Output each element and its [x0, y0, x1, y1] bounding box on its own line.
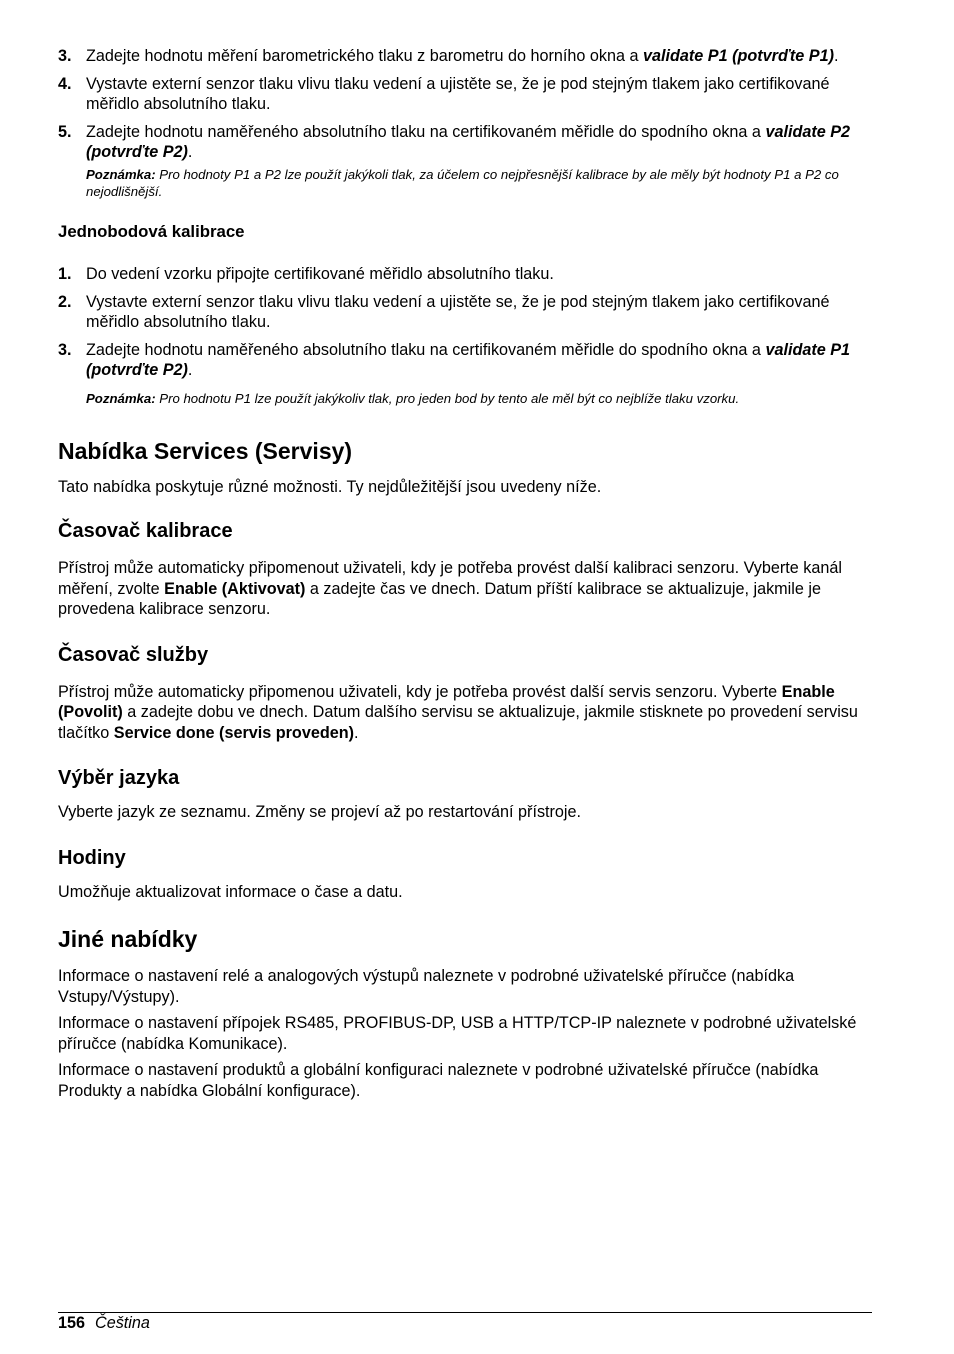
cal-timer-heading: Časovač kalibrace	[58, 520, 233, 542]
clock-text: Umožňuje aktualizovat informace o čase a datu.	[58, 882, 403, 901]
bold-run: Service done (servis proveden)	[113, 723, 354, 742]
text-run: Přístroj může automaticky připomenou uživateli, kdy je potřeba provést další servis senzoru. Vyberte	[58, 682, 782, 701]
step-number: 2.	[58, 292, 72, 311]
other-p2: Informace o nastavení přípojek RS485, PROFIBUS-DP, USB a HTTP/TCP-IP naleznete v podrobné uživatelské příručce (nabídka Komunikace).	[58, 1014, 857, 1053]
step-emphasis: validate P1 (potvrďte P1)	[643, 47, 834, 65]
language-text: Vyberte jazyk ze seznamu. Změny se projeví až po restartování přístroje.	[58, 803, 582, 821]
step-text: Vystavte externí senzor tlaku vlivu tlaku vedení a ujistěte se, že je pod stejným tlakem jako certifikované měřidlo absolutního tlaku.	[86, 292, 830, 331]
step-emphasis: validate P1 (potvrďte P2)	[86, 340, 851, 379]
step-text: Vystavte externí senzor tlaku vlivu tlaku vedení a ujistěte se, že je pod stejným tlakem jako certifikované měřidlo absolutního tlaku.	[86, 74, 830, 113]
note-label: Poznámka:	[86, 390, 156, 406]
cal-timer-text	[58, 558, 872, 620]
step-text: Zadejte hodnotu naměřeného absolutního tlaku na certifikovaném měřidle do spodního okna a	[86, 122, 766, 141]
note-text: Pro hodnoty P1 a P2 lze použít jakýkoli tlak, za účelem co nejpřesnější kalibrace by ale měly být hodnoty P1 a P2 co nejodlišnější.	[86, 166, 839, 199]
step-number: 1.	[58, 265, 72, 283]
clock-heading: Hodiny	[58, 846, 126, 869]
svc-timer-heading: Časovač služby	[58, 643, 209, 666]
step-number: 5.	[58, 122, 72, 141]
step-3-top	[58, 46, 872, 67]
footer-divider	[58, 1312, 872, 1313]
step-punct: .	[834, 47, 839, 65]
language-heading: Výběr jazyka	[58, 767, 180, 789]
step-text: Do vedení vzorku připojte certifikované měřidlo absolutního tlaku.	[86, 265, 554, 283]
text-run: a zadejte čas ve dnech. Datum příští kalibrace se aktualizuje, jakmile je provedena kalibrace senzoru.	[58, 579, 821, 618]
svc-timer-text	[58, 682, 872, 744]
step-number: 3.	[58, 340, 72, 359]
other-p3: Informace o nastavení produktů a globální konfiguraci naleznete v podrobné uživatelské příručce (nabídka Produkty a nabídka Globální konfigurace).	[58, 1061, 819, 1100]
note	[86, 166, 872, 200]
note-text: Pro hodnotu P1 lze použít jakýkoliv tlak, pro jeden bod by tento ale měl být co nejblíže tlaku vzorku.	[155, 390, 740, 406]
services-intro: Tato nabídka poskytuje různé možnosti. Ty nejdůležitější jsou uvedeny níže.	[58, 477, 602, 496]
bold-run: Enable (Aktivovat)	[164, 579, 306, 598]
step-text: Zadejte hodnotu měření barometrického tlaku z barometru do horního okna a	[86, 47, 643, 65]
note-label: Poznámka:	[86, 166, 156, 182]
services-heading: Nabídka Services (Servisy)	[58, 437, 353, 464]
bold-run: Enable (Povolit)	[58, 682, 835, 721]
footer-language: Čeština	[95, 1314, 150, 1332]
other-p1: Informace o nastavení relé a analogových výstupů naleznete v podrobné uživatelské příručce (nabídka Vstupy/Výstupy).	[58, 967, 795, 1006]
step-number: 4.	[58, 74, 72, 93]
step-emphasis: validate P2 (potvrďte P2)	[86, 122, 851, 161]
other-menus-heading: Jiné nabídky	[58, 926, 198, 952]
footer	[58, 1313, 150, 1334]
step-punct: .	[187, 143, 193, 161]
text-run: Přístroj může automaticky připomenout uživateli, kdy je potřeba provést další kalibraci senzoru. Vyberte kanál měření, zvolte	[58, 559, 842, 598]
sp-step-3	[58, 340, 872, 407]
single-point-heading: Jednobodová kalibrace	[58, 221, 245, 241]
page-number: 156	[58, 1314, 86, 1332]
text-run: a zadejte dobu ve dnech. Datum dalšího servisu se aktualizuje, jakmile stisknete po provedení servisu tlačítko	[58, 703, 858, 742]
text-run: .	[354, 723, 359, 742]
document-page	[58, 46, 872, 1101]
step-5-top	[58, 122, 872, 200]
step-text: Zadejte hodnotu naměřeného absolutního tlaku na certifikovaném měřidle do spodního okna a	[86, 340, 766, 359]
step-punct: .	[187, 361, 193, 379]
step-4-top	[58, 74, 872, 115]
note	[86, 390, 872, 407]
sp-step-1	[58, 264, 872, 285]
sp-step-2	[58, 292, 872, 333]
step-number: 3.	[58, 47, 72, 65]
